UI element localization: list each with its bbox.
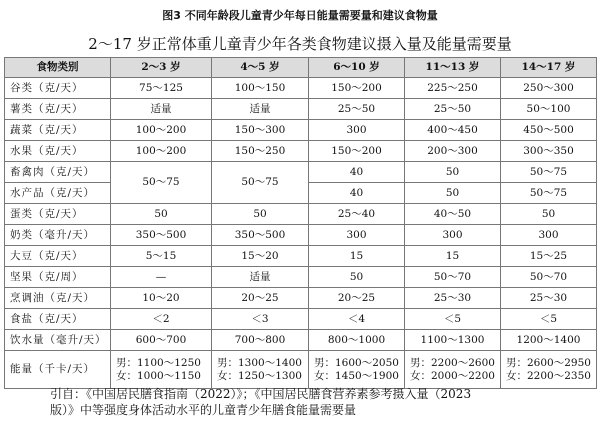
value-cell: 10～20 (111, 288, 212, 309)
value-cell: 5～15 (111, 246, 212, 267)
table-row (5, 120, 597, 141)
table-row (5, 141, 597, 162)
value-cell: 250～300 (501, 78, 597, 99)
header-food-category: 食物类别 (5, 58, 111, 78)
value-cell: 15～25 (501, 246, 597, 267)
value-cell: 50～70 (501, 267, 597, 288)
energy-male-value: 男：1100～1250 (116, 356, 201, 369)
value-cell: 50～75 (501, 183, 597, 204)
energy-row (5, 351, 597, 389)
food-category-cell: 大豆（克/天） (5, 246, 111, 267)
value-cell: 25～30 (405, 288, 501, 309)
energy-male-value: 男：2600～2950 (506, 356, 591, 369)
value-cell: 适量 (111, 99, 212, 120)
value-cell: 100～200 (111, 120, 212, 141)
food-category-cell: 烹调油（克/天） (5, 288, 111, 309)
value-cell: 225～250 (405, 78, 501, 99)
value-cell: 200～300 (405, 141, 501, 162)
value-cell: 20～25 (309, 288, 405, 309)
value-cell: 50～100 (501, 99, 597, 120)
table-row (5, 288, 597, 309)
value-cell: 40 (309, 183, 405, 204)
value-cell: 25～30 (501, 288, 597, 309)
energy-value-cell (111, 351, 212, 389)
header-age-4-5: 4～5 岁 (212, 58, 309, 78)
energy-female-value: 女：1250～1300 (217, 369, 302, 382)
value-cell: 450～500 (501, 120, 597, 141)
food-category-cell: 蛋类（克/天） (5, 204, 111, 225)
food-category-cell: 能量（千卡/天） (5, 351, 111, 389)
energy-value-cell (309, 351, 405, 389)
value-cell: 150～200 (309, 141, 405, 162)
table-row (5, 204, 597, 225)
value-cell: 800～1000 (309, 330, 405, 351)
food-category-cell: 饮水量（毫升/天） (5, 330, 111, 351)
value-cell: 150～250 (212, 141, 309, 162)
food-category-cell: 谷类（克/天） (5, 78, 111, 99)
energy-value-cell (501, 351, 597, 389)
value-cell: ＜5 (405, 309, 501, 330)
figure-caption: 图3 不同年龄段儿童青少年每日能量需要量和建议食物量 (162, 9, 438, 22)
energy-female-value: 女：2000～2200 (410, 369, 495, 382)
value-cell: 50～75 (111, 162, 212, 204)
value-cell: 40～50 (405, 204, 501, 225)
value-cell: 300 (405, 225, 501, 246)
header-age-2-3: 2～3 岁 (111, 58, 212, 78)
value-cell: 150～200 (309, 78, 405, 99)
value-cell: ＜3 (212, 309, 309, 330)
value-cell: ＜4 (309, 309, 405, 330)
energy-male-value: 男：2200～2600 (410, 356, 495, 369)
table-row (5, 330, 597, 351)
value-cell: 适量 (212, 99, 309, 120)
value-cell: 20～25 (212, 288, 309, 309)
energy-female-value: 女：1000～1150 (116, 369, 201, 382)
food-category-cell: 坚果（克/周） (5, 267, 111, 288)
value-cell: 15 (405, 246, 501, 267)
table-row (5, 225, 597, 246)
table-row (5, 309, 597, 330)
value-cell: 100～150 (212, 78, 309, 99)
food-category-cell: 薯类（克/天） (5, 99, 111, 120)
table-row (5, 267, 597, 288)
value-cell: 适量 (212, 267, 309, 288)
header-age-11-13: 11～13 岁 (405, 58, 501, 78)
table-row (5, 162, 597, 183)
value-cell: 300 (501, 225, 597, 246)
energy-female-value: 女：1450～1900 (314, 369, 399, 382)
value-cell: 300～350 (501, 141, 597, 162)
value-cell: 15～20 (212, 246, 309, 267)
energy-male-value: 男：1300～1400 (217, 356, 302, 369)
value-cell: 1100～1300 (405, 330, 501, 351)
energy-value-cell (405, 351, 501, 389)
table-row (5, 78, 597, 99)
value-cell: 50 (405, 162, 501, 183)
food-category-cell: 食盐（克/天） (5, 309, 111, 330)
source-line: 引自：《中国居民膳食指南（2022）》；《中国居民膳食营养素参考摄入量（2023 (50, 387, 472, 401)
value-cell: 350～500 (212, 225, 309, 246)
source-line: 版）》中等强度身体活动水平的儿童青少年膳食能量需要量 (50, 403, 357, 417)
energy-male-value: 男：1600～2050 (314, 356, 399, 369)
food-intake-table (4, 57, 597, 389)
value-cell: 75～125 (111, 78, 212, 99)
header-age-6-10: 6～10 岁 (309, 58, 405, 78)
value-cell: 50 (405, 183, 501, 204)
energy-female-value: 女：2200～2350 (506, 369, 591, 382)
value-cell: ＜5 (501, 309, 597, 330)
table-title: 2～17 岁正常体重儿童青少年各类食物建议摄入量及能量需要量 (88, 35, 512, 53)
table-header-row (5, 58, 597, 78)
value-cell: 400～450 (405, 120, 501, 141)
value-cell: 50 (501, 204, 597, 225)
value-cell: — (111, 267, 212, 288)
value-cell: 50 (309, 267, 405, 288)
food-category-cell: 奶类（毫升/天） (5, 225, 111, 246)
value-cell: 15 (309, 246, 405, 267)
value-cell: 100～200 (111, 141, 212, 162)
value-cell: 350～500 (111, 225, 212, 246)
value-cell: 50～70 (405, 267, 501, 288)
value-cell: 50 (111, 204, 212, 225)
value-cell: 600～700 (111, 330, 212, 351)
value-cell: 25～40 (309, 204, 405, 225)
table-row (5, 99, 597, 120)
header-age-14-17: 14～17 岁 (501, 58, 597, 78)
value-cell: 1200～1400 (501, 330, 597, 351)
value-cell: 150～300 (212, 120, 309, 141)
food-category-cell: 水果（克/天） (5, 141, 111, 162)
energy-value-cell (212, 351, 309, 389)
value-cell: 25～50 (309, 99, 405, 120)
food-category-cell: 蔬菜（克/天） (5, 120, 111, 141)
value-cell: 50 (212, 204, 309, 225)
value-cell: 50～75 (212, 162, 309, 204)
value-cell: 25～50 (405, 99, 501, 120)
value-cell: 300 (309, 120, 405, 141)
food-category-cell: 水产品（克/天） (5, 183, 111, 204)
table-row (5, 246, 597, 267)
value-cell: 300 (309, 225, 405, 246)
value-cell: 50～75 (501, 162, 597, 183)
food-category-cell: 畜禽肉（克/天） (5, 162, 111, 183)
value-cell: 40 (309, 162, 405, 183)
value-cell: ＜2 (111, 309, 212, 330)
value-cell: 700～800 (212, 330, 309, 351)
source-note (50, 386, 590, 418)
